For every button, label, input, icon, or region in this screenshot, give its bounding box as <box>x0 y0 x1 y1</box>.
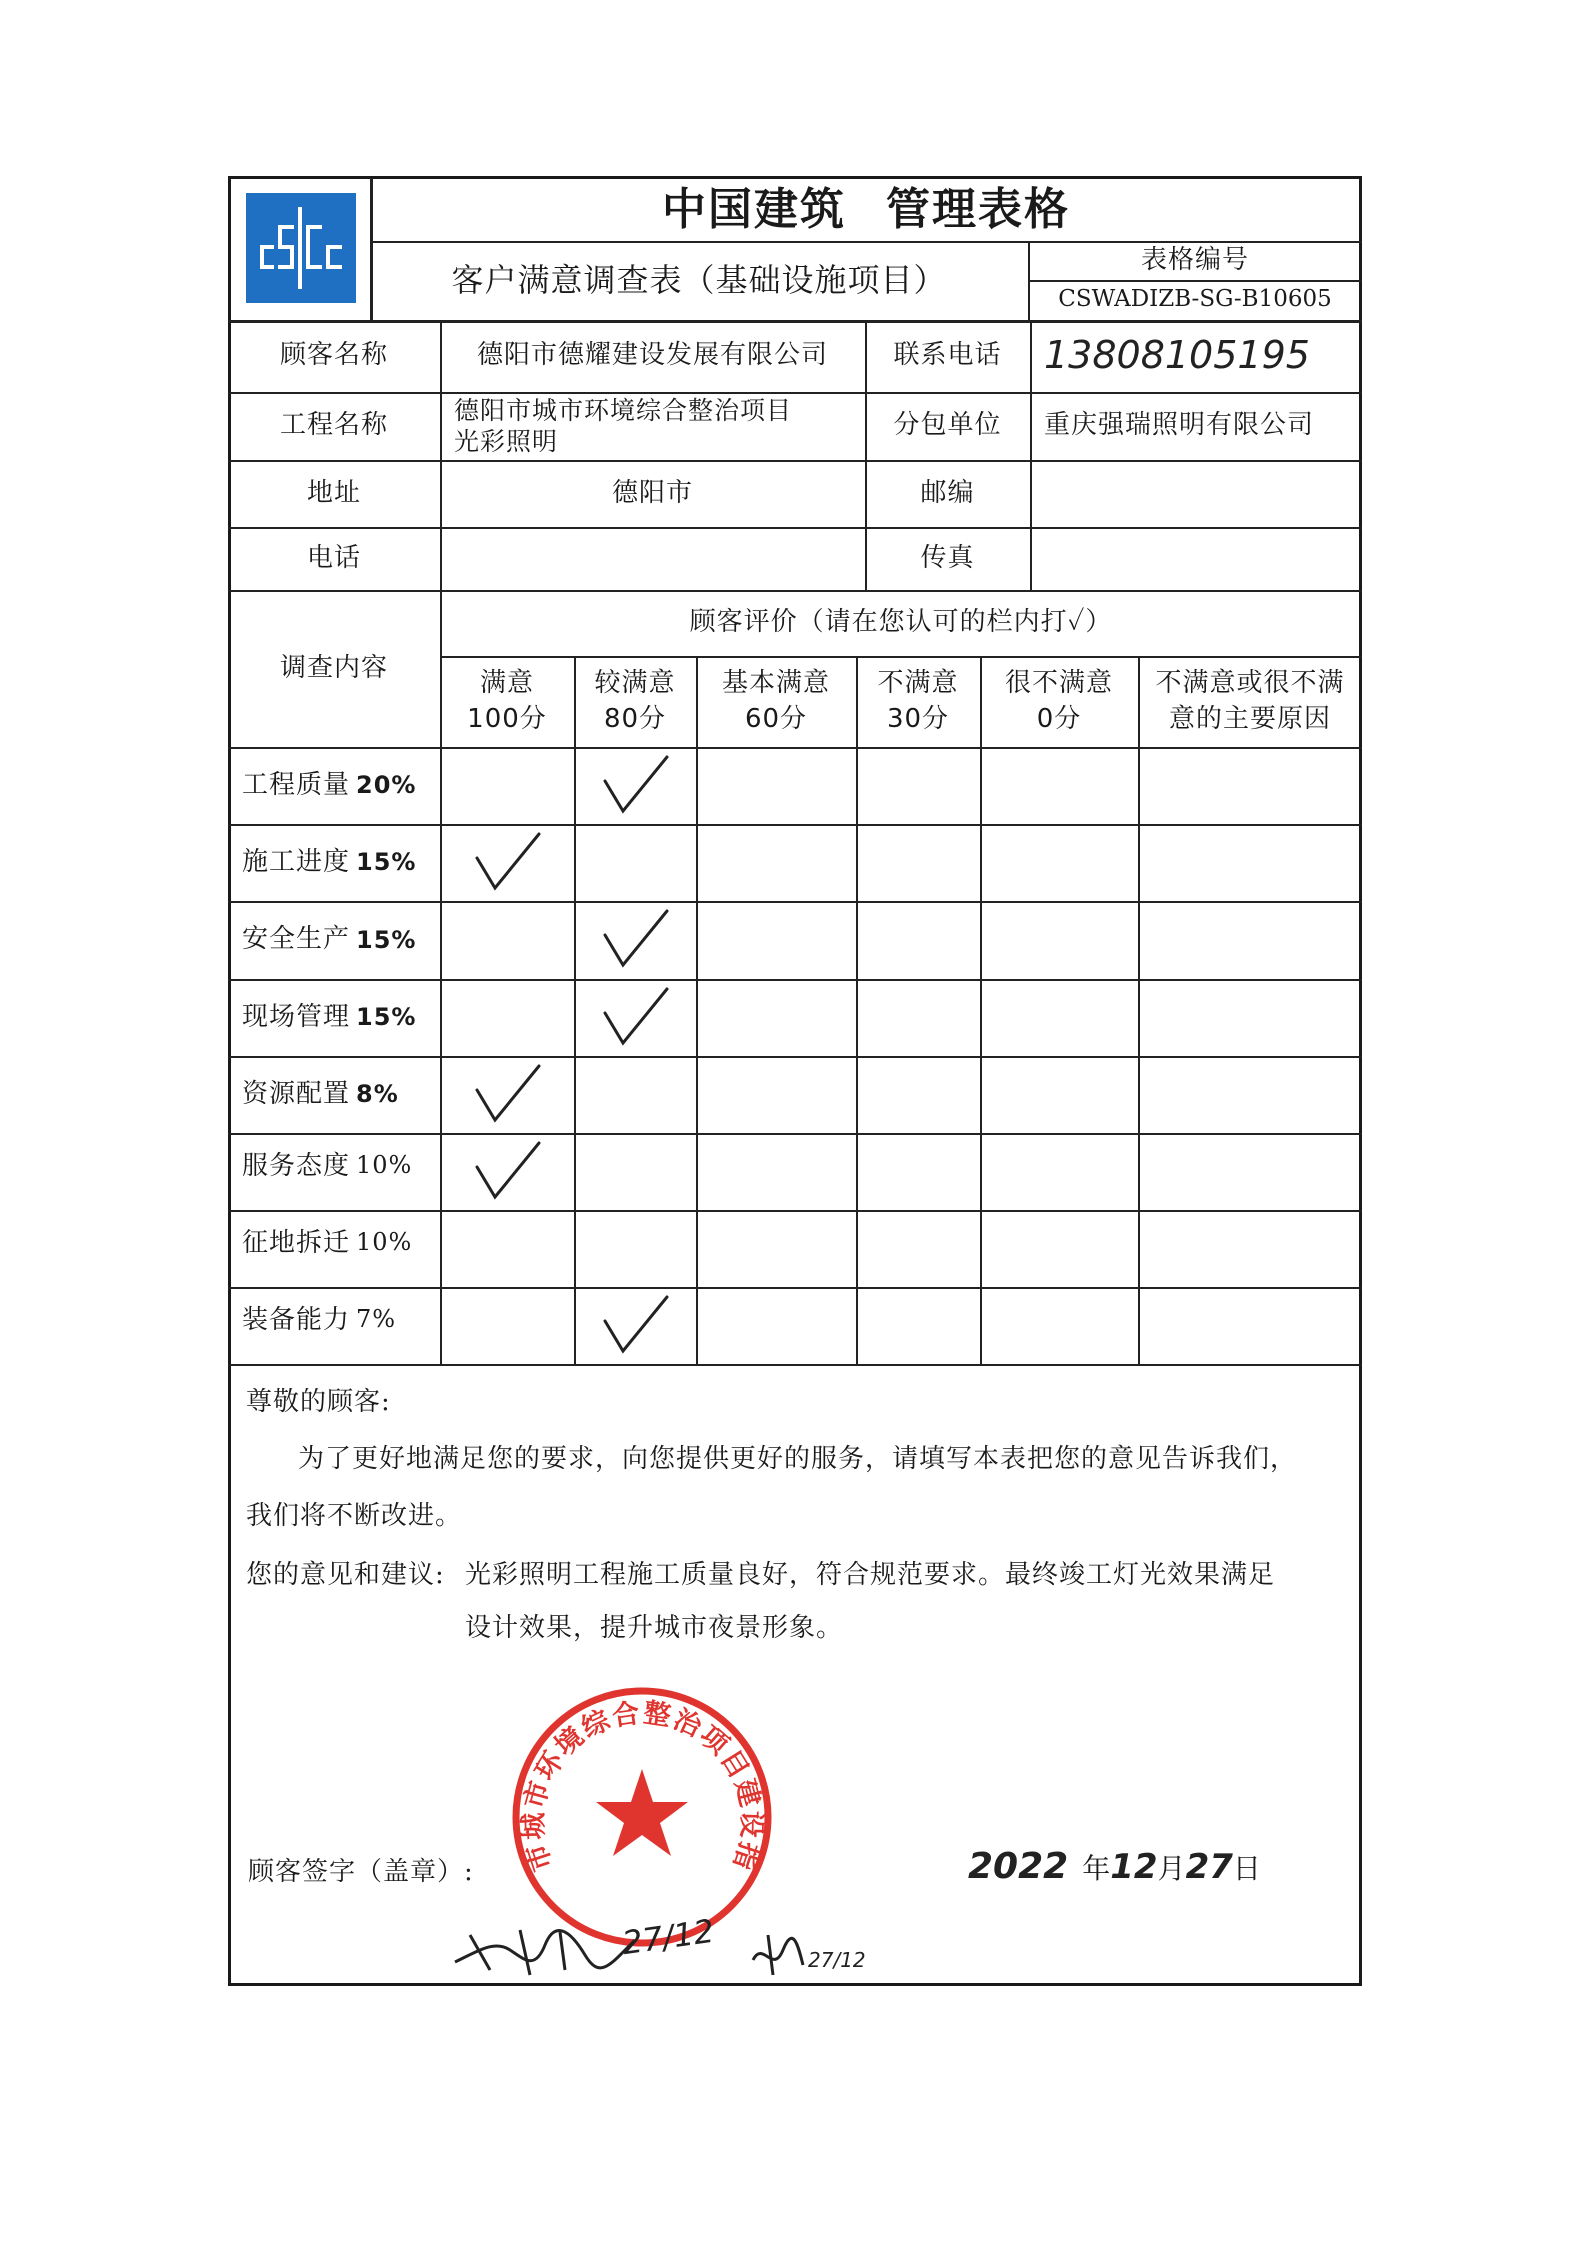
row-label-quality <box>228 747 440 824</box>
check-mark-icon <box>595 983 675 1053</box>
opinion-line1: 光彩照明工程施工质量良好，符合规范要求。最终竣工灯光效果满足 <box>465 1560 1276 1590</box>
header-title <box>370 178 1362 241</box>
project-value-line2: 光彩照明 <box>454 427 559 456</box>
signature-date-1: 27/12 <box>619 1911 717 1963</box>
col-header-line1: 不满意 <box>877 668 959 699</box>
form-title: 管理表格 <box>886 183 1070 235</box>
cscec-logo <box>246 193 356 303</box>
col-header-line1: 很不满意 <box>1004 668 1113 699</box>
survey-title: 客户满意调查表（基础设施项目） <box>451 260 947 299</box>
check-mark-icon <box>467 828 547 898</box>
project-value-line1: 德阳市城市环境综合整治项目 <box>454 395 793 425</box>
col-header-satisfied <box>440 656 574 747</box>
col-header-reason <box>1138 656 1362 747</box>
row-weight: 7% <box>356 1305 397 1333</box>
address-value: 德阳市 <box>611 477 693 508</box>
col-header-line2: 意的主要原因 <box>1168 703 1331 734</box>
date-year: 2022 <box>968 1846 1069 1887</box>
paragraph-line1: 为了更好地满足您的要求，向您提供更好的服务，请填写本表把您的意见告诉我们， <box>298 1444 1298 1474</box>
handwritten-signature-2 <box>748 1930 808 1984</box>
subcontractor-label: 分包单位 <box>893 410 1002 441</box>
customer-label: 顾客名称 <box>279 340 388 371</box>
check-mark-icon <box>467 1137 547 1207</box>
check-mark-icon <box>595 1291 675 1361</box>
col-header-line1: 较满意 <box>594 668 676 699</box>
phone-value: 13808105195 <box>1044 333 1310 378</box>
check-mark-icon <box>467 1060 547 1130</box>
col-header-line1: 满意 <box>479 668 534 699</box>
survey-content-label: 调查内容 <box>279 652 388 683</box>
col-header-fairly-satisfied <box>574 656 696 747</box>
check-mark-icon <box>595 751 675 821</box>
opinion-label: 您的意见和建议: <box>246 1560 445 1590</box>
check-mark-icon <box>595 905 675 975</box>
row-weight: 20% <box>356 771 417 800</box>
row-weight: 8% <box>356 1080 399 1109</box>
customer-value: 德阳市德耀建设发展有限公司 <box>476 340 828 371</box>
form-no-label: 表格编号 <box>1140 244 1249 275</box>
greeting: 尊敬的顾客: <box>246 1387 391 1417</box>
row-label-text: 安全生产 <box>242 924 351 955</box>
phone-label: 联系电话 <box>893 340 1002 371</box>
project-value <box>440 392 865 460</box>
row-label-resources <box>228 1056 440 1133</box>
stamp-seal-icon <box>510 1685 775 1950</box>
row-label-text: 资源配置 <box>242 1078 351 1109</box>
col-header-very-unsatisfied <box>980 656 1138 747</box>
date-day-label: 日 <box>1232 1852 1261 1885</box>
postcode-value <box>1030 460 1362 527</box>
signature-date <box>968 1846 1261 1887</box>
row-label-service <box>228 1133 440 1210</box>
date-month-label: 月 <box>1157 1852 1186 1885</box>
cscec-logo-icon <box>246 193 356 303</box>
fax-label: 传真 <box>920 542 975 573</box>
tel-value <box>440 527 865 590</box>
project-label: 工程名称 <box>279 410 388 441</box>
col-header-line2: 100分 <box>467 703 547 734</box>
row-label-text: 装备能力 <box>242 1305 351 1335</box>
col-header-line1: 不满意或很不满 <box>1155 668 1345 699</box>
row-label-equipment <box>228 1287 440 1364</box>
row-label-text: 服务态度 <box>242 1151 351 1181</box>
row-label-text: 施工进度 <box>242 846 351 877</box>
signature-date-2: 27/12 <box>808 1948 866 1972</box>
row-label-text: 工程质量 <box>242 769 351 800</box>
eval-header: 顾客评价（请在您认可的栏内打✓） <box>689 607 1113 638</box>
row-label-site-management <box>228 979 440 1056</box>
tel-label: 电话 <box>306 542 361 573</box>
handwritten-signature-1 <box>450 1920 640 1984</box>
col-header-unsatisfied <box>856 656 980 747</box>
date-day: 27 <box>1185 1847 1233 1887</box>
col-header-line2: 60分 <box>744 703 808 734</box>
address-label: 地址 <box>306 477 361 508</box>
company-title: 中国建筑 <box>662 183 846 235</box>
fax-value <box>1030 527 1362 590</box>
red-stamp <box>510 1685 775 1950</box>
row-weight: 15% <box>356 925 417 954</box>
date-year-label: 年 <box>1082 1852 1111 1885</box>
col-header-line2: 80分 <box>603 703 667 734</box>
col-header-line2: 0分 <box>1036 703 1082 734</box>
col-header-line2: 30分 <box>886 703 950 734</box>
paragraph-line2: 我们将不断改进。 <box>246 1501 463 1531</box>
date-month: 12 <box>1110 1847 1158 1887</box>
col-header-basically-satisfied <box>696 656 856 747</box>
signature-scribble-icon <box>450 1920 640 1980</box>
opinion-line2: 设计效果，提升城市夜景形象。 <box>465 1613 844 1643</box>
col-header-line1: 基本满意 <box>721 668 830 699</box>
row-label-progress <box>228 824 440 901</box>
signature-label: 顾客签字（盖章）: <box>248 1857 474 1887</box>
row-label-text: 征地拆迁 <box>242 1228 351 1258</box>
row-label-text: 现场管理 <box>242 1001 351 1032</box>
stamp-text: 市城市环境综合整治项目建设指 <box>518 1697 767 1876</box>
row-weight: 10% <box>356 1228 413 1256</box>
row-weight: 10% <box>356 1151 413 1179</box>
form-no: CSWADIZB-SG-B10605 <box>1058 286 1332 313</box>
row-label-land <box>228 1210 440 1287</box>
row-weight: 15% <box>356 1003 417 1032</box>
postcode-label: 邮编 <box>920 477 975 508</box>
row-label-safety <box>228 901 440 979</box>
signature-scribble-icon <box>748 1930 808 1980</box>
row-weight: 15% <box>356 848 417 877</box>
subcontractor-value: 重庆强瑞照明有限公司 <box>1044 410 1315 441</box>
